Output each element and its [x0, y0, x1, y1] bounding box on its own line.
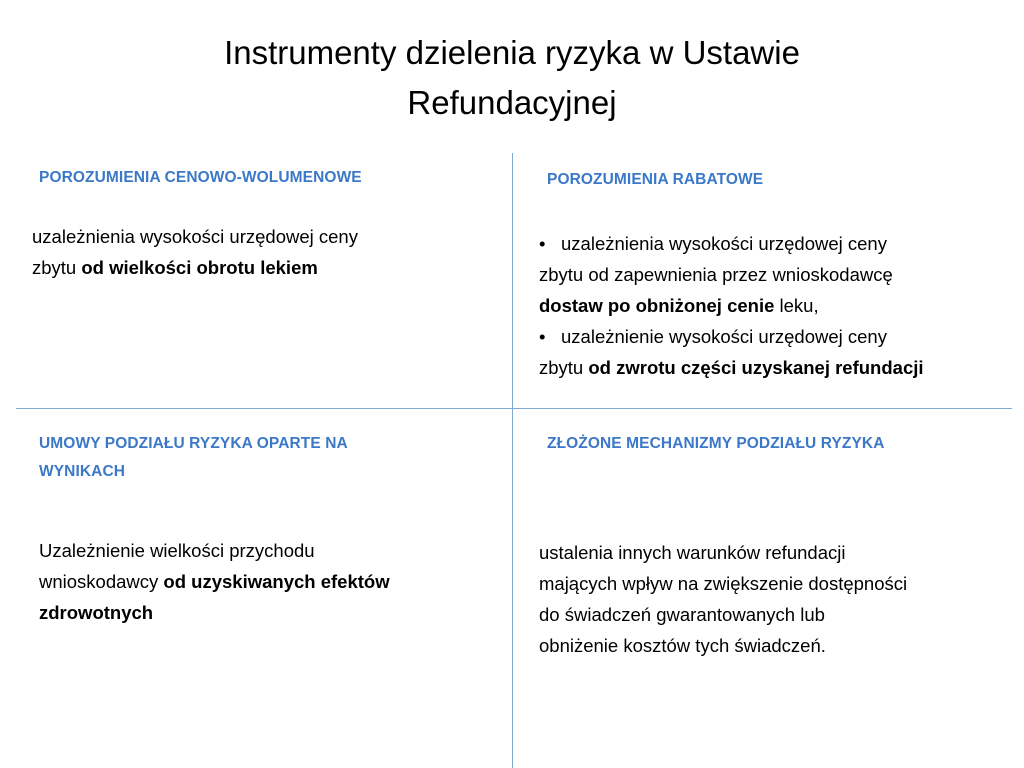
- bullet-item-1-line: [539, 290, 924, 321]
- heading-line: WYNIKACH: [39, 463, 126, 480]
- text-line: uzależnienia wysokości urzędowej ceny: [32, 226, 358, 247]
- text-line: [32, 252, 358, 283]
- text-line: do świadczeń gwarantowanych lub: [539, 604, 825, 625]
- text-bold-segment: zdrowotnych: [39, 602, 154, 623]
- bullet-item-1-line: zbytu od zapewnienia przez wnioskodawcę: [539, 264, 893, 285]
- heading-price-volume-agreements: POROZUMIENIA CENOWO-WOLUMENOWE: [39, 169, 362, 186]
- text-line: ustalenia innych warunków refundacji: [539, 542, 846, 563]
- vertical-divider: [512, 153, 513, 768]
- heading-rebate-agreements: POROZUMIENIA RABATOWE: [547, 171, 764, 188]
- bullet-item-2-line: [539, 321, 924, 352]
- text-bold-segment: dostaw po obniżonej cenie: [539, 295, 775, 316]
- text-bold-segment: od wielkości obrotu lekiem: [81, 257, 318, 278]
- text-complex-mechanisms: [539, 537, 907, 661]
- text-line: [39, 566, 390, 597]
- heading-outcome-based-agreements: [39, 430, 348, 486]
- text-segment: uzależnienia wysokości urzędowej ceny: [561, 233, 887, 254]
- bullet-icon: •: [539, 326, 546, 347]
- text-line: [39, 597, 390, 628]
- text-bold-segment: od zwrotu części uzyskanej refundacji: [588, 357, 924, 378]
- text-segment: zbytu: [539, 357, 589, 378]
- heading-complex-mechanisms: ZŁOŻONE MECHANIZMY PODZIAŁU RYZYKA: [547, 435, 885, 452]
- text-bold-segment: od uzyskiwanych efektów: [163, 571, 390, 592]
- slide-title: [120, 28, 904, 128]
- text-segment: zbytu: [32, 257, 82, 278]
- bullet-icon: •: [539, 233, 546, 254]
- text-segment: uzależnienie wysokości urzędowej ceny: [561, 326, 887, 347]
- text-rebate-agreements: [539, 228, 924, 383]
- horizontal-divider: [16, 408, 1012, 409]
- text-line: Uzależnienie wielkości przychodu: [39, 540, 315, 561]
- bullet-item-2-line: [539, 352, 924, 383]
- slide-title-line-2: Refundacyjnej: [407, 84, 617, 121]
- text-price-volume-agreements: [32, 221, 358, 283]
- heading-line: UMOWY PODZIAŁU RYZYKA OPARTE NA: [39, 435, 348, 452]
- text-line: obniżenie kosztów tych świadczeń.: [539, 635, 826, 656]
- bullet-item-1-line: [539, 228, 924, 259]
- text-segment: wnioskodawcy: [39, 571, 164, 592]
- text-line: mających wpływ na zwiększenie dostępności: [539, 573, 908, 594]
- text-outcome-based-agreements: [39, 535, 390, 628]
- text-segment: leku,: [774, 295, 819, 316]
- slide-title-line-1: Instrumenty dzielenia ryzyka w Ustawie: [224, 34, 800, 71]
